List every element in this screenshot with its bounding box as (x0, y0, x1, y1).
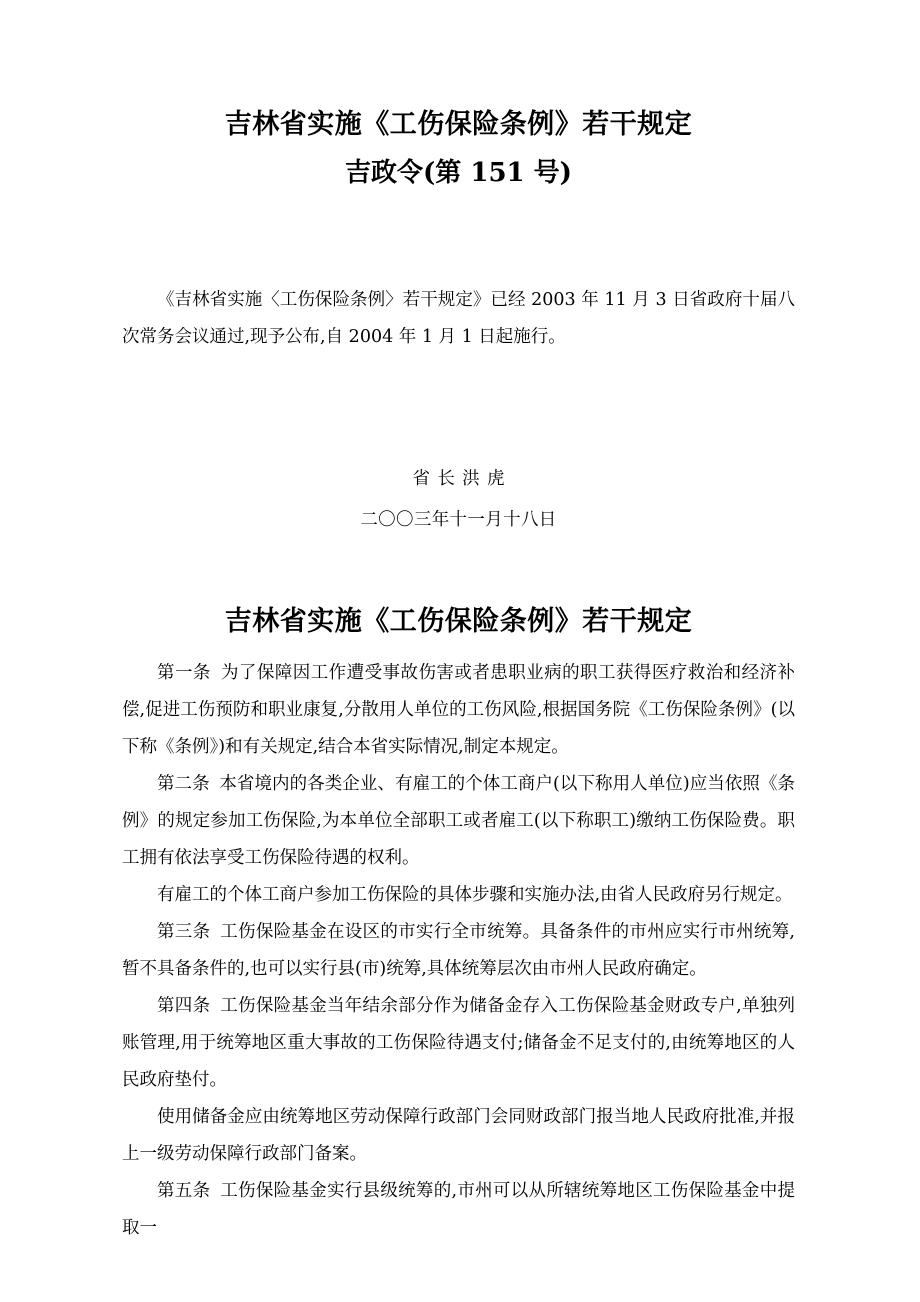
body-heading-section (122, 605, 795, 639)
document-decree-number: 吉政令(第 151 号) (345, 157, 572, 188)
article-paragraph (122, 914, 795, 988)
document-masthead (122, 108, 795, 189)
article-label: 第一条 (157, 663, 211, 683)
article-label: 第四条 (157, 996, 211, 1016)
article-text: 使用储备金应由统筹地区劳动保障行政部门会同财政部门报当地人民政府批准,并报上一级劳动保障行政部门备案。 (122, 1107, 795, 1164)
article-paragraph (122, 1173, 795, 1247)
article-text: 工伤保险基金实行县级统筹的,市州可以从所辖统筹地区工伤保险基金中提取一 (122, 1181, 795, 1238)
article-label: 第二条 (157, 774, 210, 794)
article-text: 本省境内的各类企业、有雇工的个体工商户(以下称用人单位)应当依照《条例》的规定参加工伤保险,为本单位全部职工或者雇工(以下称职工)缴纳工伤保险费。职工拥有依法享受工伤保险待遇的权利。 (122, 774, 796, 868)
article-text: 有雇工的个体工商户参加工伤保险的具体步骤和实施办法,由省人民政府另行规定。 (157, 885, 793, 905)
body-paragraph (122, 1099, 795, 1173)
article-text: 工伤保险基金当年结余部分作为储备金存入工伤保险基金财政专户,单独列账管理,用于统筹地区重大事故的工伤保险待遇支付;储备金不足支付的,由统筹地区的人民政府垫付。 (122, 996, 795, 1090)
signature-date: 二〇〇三年十一月十八日 (360, 510, 557, 530)
article-label: 第五条 (157, 1181, 211, 1201)
article-paragraph (122, 655, 795, 766)
signatory-name: 省长洪虎 (412, 469, 512, 489)
articles-section (122, 655, 795, 1247)
article-text: 工伤保险基金在设区的市实行全市统筹。具备条件的市州应实行市州统筹,暂不具备条件的,也可以实行县(市)统筹,具体统筹层次由市州人民政府确定。 (122, 922, 795, 979)
preamble-section (122, 282, 795, 356)
body-heading: 吉林省实施《工伤保险条例》若干规定 (224, 606, 693, 637)
signature-block (122, 462, 795, 537)
preamble-paragraph: 《吉林省实施〈工伤保险条例〉若干规定》已经 2003 年 11 月 3 日省政府十届八次常务会议通过,现予公布,自 2004 年 1 月 1 日起施行。 (122, 290, 795, 347)
article-paragraph (122, 766, 795, 877)
article-label: 第三条 (157, 922, 211, 942)
article-paragraph (122, 988, 795, 1099)
body-paragraph (122, 877, 795, 914)
article-text: 为了保障因工作遭受事故伤害或者患职业病的职工获得医疗救治和经济补偿,促进工伤预防和职业康复,分散用人单位的工伤风险,根据国务院《工伤保险条例》(以下称《条例》)和有关规定,结合本省实际情况,制定本规定。 (122, 663, 796, 757)
page-title: 吉林省实施《工伤保险条例》若干规定 (224, 109, 693, 140)
